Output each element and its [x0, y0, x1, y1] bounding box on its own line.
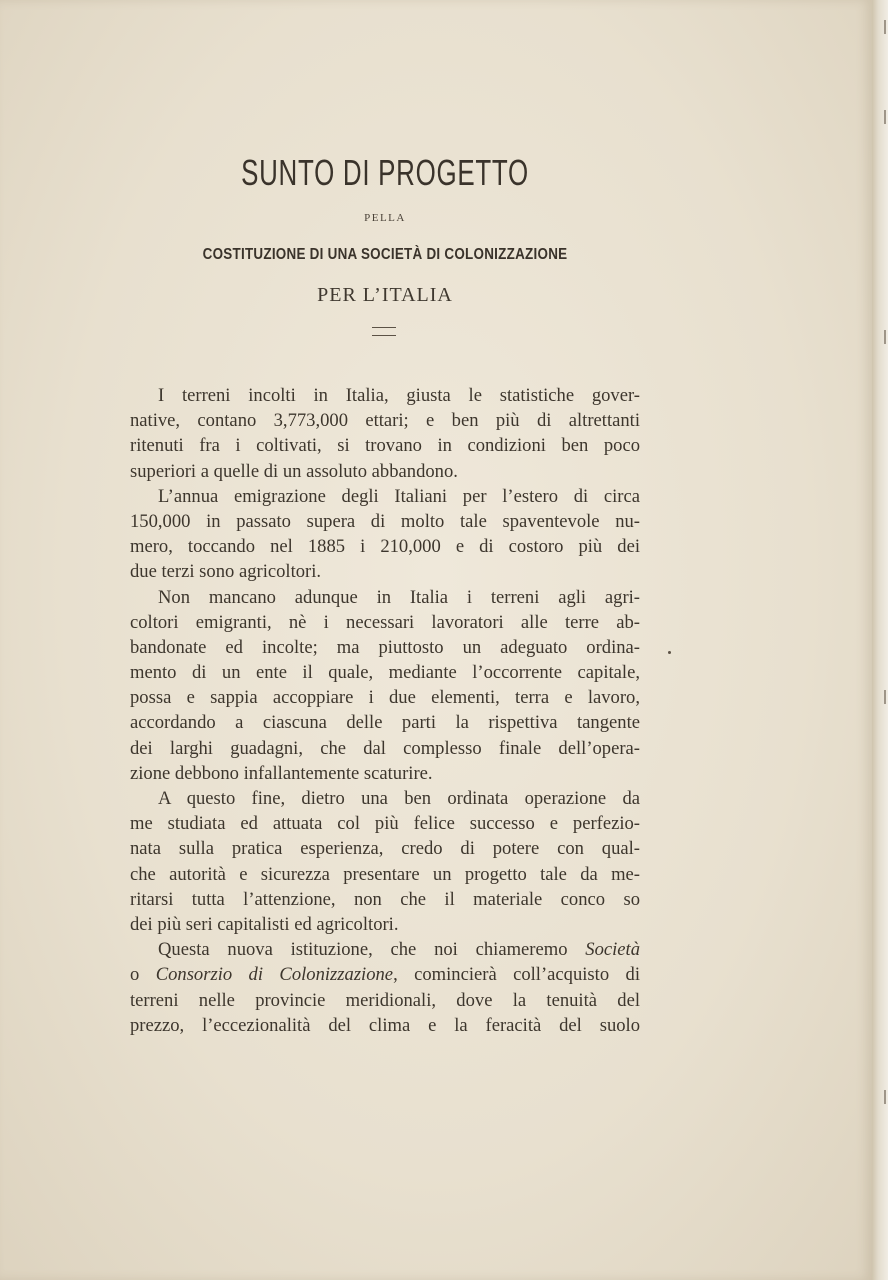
document-title: SUNTO DI PROGETTO — [241, 152, 529, 193]
binding-mark — [884, 20, 886, 34]
double-rule-divider — [372, 327, 396, 336]
text-line: I terreni incolti in Italia, giusta le statistiche gover- — [158, 385, 640, 406]
text-line: ritenuti fra i coltivati, si trovano in condizioni ben poco — [130, 435, 640, 457]
text-line: L’annua emigrazione degli Italiani per l’estero di circa — [158, 485, 640, 507]
page-edge — [872, 0, 888, 1280]
text-line: possa e sappia accoppiare i due elementi, terra e lavoro, — [130, 687, 640, 709]
paragraph-5 — [130, 937, 640, 1038]
ink-speck — [668, 651, 671, 654]
paragraph-1 — [130, 383, 640, 484]
text-line: dei larghi guadagni, che dal complesso finale dell’opera- — [130, 737, 640, 759]
binding-mark — [884, 110, 886, 124]
italic-term: Consorzio di Colonizzazione — [155, 964, 394, 986]
binding-mark — [884, 330, 886, 344]
text-line: mento di un ente il quale, mediante l’occorrente capitale, — [130, 662, 640, 684]
document-subtitle: COSTITUZIONE DI UNA SOCIETÀ DI COLONIZZAZIONE — [202, 246, 568, 263]
text-line: terreni nelle provincie meridionali, dove la tenuità del — [130, 989, 640, 1011]
paragraph-3 — [130, 585, 640, 787]
text-line: accordando a ciascuna delle parti la rispettiva tangente — [130, 712, 640, 734]
text-line: me studiata ed attuata col più felice successo e perfezio- — [130, 813, 640, 835]
text-line: dei più seri capitalisti ed agricoltori. — [130, 913, 399, 935]
binding-mark — [884, 1090, 886, 1104]
text-line: A questo fine, dietro una ben ordinata operazione da — [158, 788, 640, 809]
text-line: mero, toccando nel 1885 i 210,000 e di costoro più dei — [130, 536, 640, 558]
text-line — [130, 962, 640, 987]
binding-mark — [884, 690, 886, 704]
text-line — [130, 937, 640, 962]
text-line: che autorità e sicurezza presentare un progetto tale da me- — [130, 863, 640, 885]
text-run: Questa nuova istituzione, che noi chiameremo — [158, 939, 586, 961]
document-country-line: PER L’ITALIA — [317, 284, 453, 306]
text-line: zione debbono infallantemente scaturire. — [130, 762, 433, 784]
text-line: Non mancano adunque in Italia i terreni agli agri- — [158, 586, 640, 608]
text-line: due terzi sono agricoltori. — [130, 561, 322, 583]
text-line: native, contano 3,773,000 ettari; e ben più di altrettanti — [130, 410, 640, 432]
body-text — [130, 383, 640, 1038]
text-line: ritarsi tutta l’attenzione, non che il materiale conco so — [130, 888, 640, 910]
italic-term: Società — [585, 939, 640, 961]
text-run: , comincierà coll’acquisto di — [393, 964, 640, 986]
text-run: o — [130, 964, 156, 986]
paragraph-2 — [130, 484, 640, 585]
text-line: superiori a quelle di un assoluto abbandono. — [130, 460, 458, 482]
text-line: 150,000 in passato supera di molto tale spaventevole nu- — [130, 510, 640, 532]
text-line: coltori emigranti, nè i necessari lavoratori alle terre ab- — [130, 611, 640, 633]
paragraph-4 — [130, 786, 640, 937]
title-connector: PELLA — [364, 212, 406, 224]
text-line: bandonate ed incolte; ma piuttosto un adeguato ordina- — [130, 636, 640, 658]
text-line: prezzo, l’eccezionalità del clima e la feracità del suolo — [130, 1014, 640, 1036]
text-line: nata sulla pratica esperienza, credo di potere con qual- — [130, 838, 640, 860]
